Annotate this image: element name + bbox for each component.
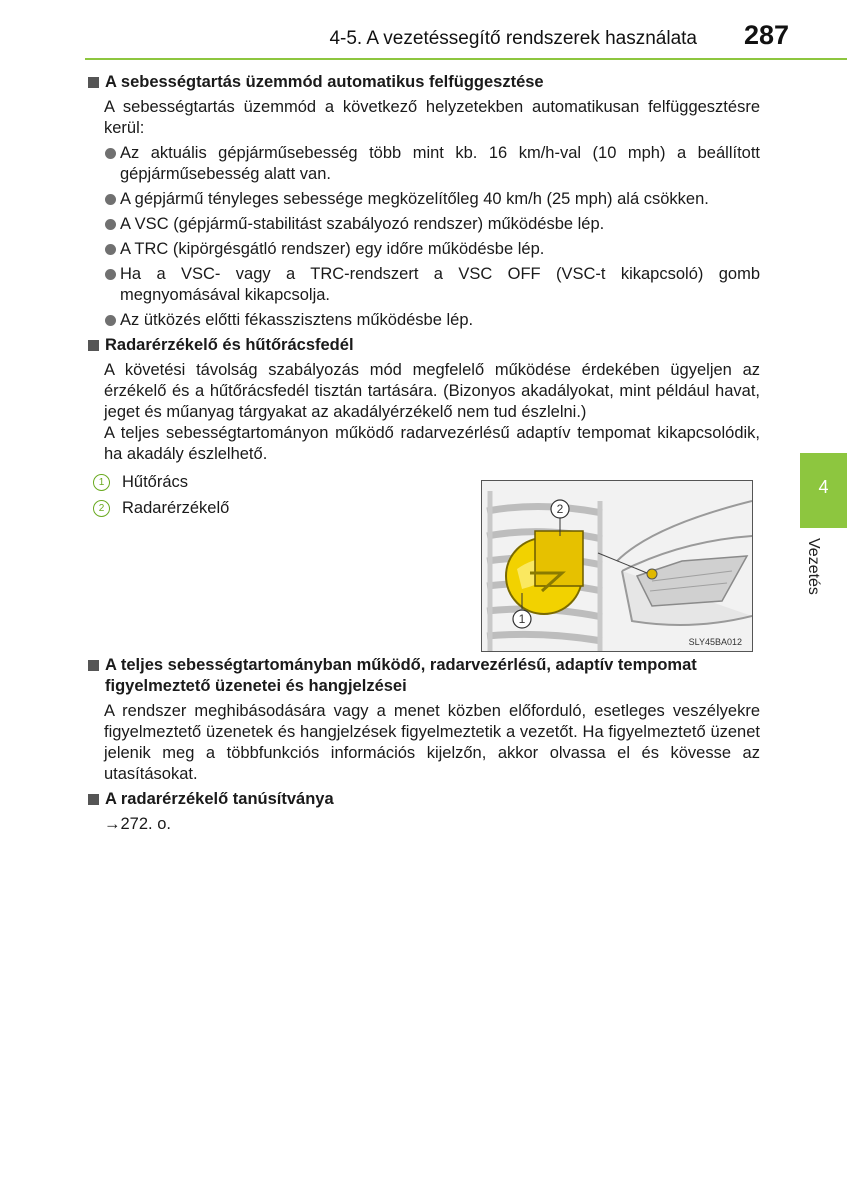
bullet-dot-icon	[105, 194, 116, 205]
number-circle-icon: 2	[93, 500, 110, 517]
car-grille-illustration	[482, 481, 752, 651]
bullet-dot-icon	[105, 244, 116, 255]
section-title: Radarérzékelő és hűtőrácsfedél	[105, 336, 354, 354]
svg-text:1: 1	[518, 612, 526, 626]
header-divider	[85, 58, 847, 60]
bullet-dot-icon	[105, 315, 116, 326]
section-heading	[88, 789, 760, 810]
radar-sensor-figure	[481, 480, 753, 652]
square-bullet-icon	[88, 794, 99, 805]
section-heading	[88, 655, 760, 697]
bullet-dot-icon	[105, 269, 116, 280]
legend-label: Radarérzékelő	[122, 499, 230, 517]
square-bullet-icon	[88, 340, 99, 351]
section-heading	[88, 335, 760, 356]
list-item	[104, 310, 760, 331]
list-item-text: A gépjármű tényleges sebessége megközelítőleg 40 km/h (25 mph) alá csökken.	[120, 190, 709, 208]
square-bullet-icon	[88, 77, 99, 88]
svg-text:2: 2	[556, 502, 564, 516]
chapter-tab-label	[804, 538, 834, 608]
list-item-text: Az ütközés előtti fékasszisztens működésbe lép.	[120, 311, 474, 329]
square-bullet-icon	[88, 660, 99, 671]
section-title: A sebességtartás üzemmód automatikus felfüggesztése	[105, 73, 544, 91]
list-item-text: Az aktuális gépjárműsebesség több mint kb. 16 km/h-val (10 mph) a beállított gépjárműsebesség alatt van.	[120, 144, 760, 183]
bullet-dot-icon	[105, 148, 116, 159]
list-item-text: A VSC (gépjármű-stabilitást szabályozó rendszer) működésbe lép.	[120, 215, 605, 233]
number-circle-icon: 1	[93, 474, 110, 491]
list-item-text: Ha a VSC- vagy a TRC-rendszert a VSC OFF (VSC-t kikapcsoló) gomb megnyomásával kikapcsolja.	[120, 265, 760, 304]
page-reference[interactable]: →272. o.	[104, 815, 171, 833]
list-item	[104, 214, 760, 235]
list-item-text: A TRC (kipörgésgátló rendszer) egy időre működésbe lép.	[120, 240, 545, 258]
page-header	[0, 0, 847, 60]
list-item	[104, 143, 760, 185]
list-item	[104, 189, 760, 210]
list-item	[104, 264, 760, 306]
chapter-title: 4-5. A vezetéssegítő rendszerek használata	[329, 28, 697, 49]
section-heading	[88, 72, 760, 93]
section-title: A teljes sebességtartományban működő, radarvezérlésű, adaptív tempomat figyelmeztető üzenetei és hangjelzései	[105, 656, 697, 695]
page-content	[88, 68, 760, 835]
page-number: 287	[743, 20, 789, 50]
section-paragraph: A követési távolság szabályozás mód megfelelő működése érdekében ügyeljen az érzékelő és a hűtőrácsfedél tisztán tartására. (Bizonyos akadályokat, mint például havat, jeget és műanyag tárgyakat az akadályérzékelő nem tud észlelni.)	[104, 361, 760, 421]
section-paragraph: A sebességtartás üzemmód a következő helyzetekben automatikusan felfüggesztésre kerül:	[104, 98, 760, 137]
chapter-tab[interactable]	[800, 453, 847, 528]
section-title: A radarérzékelő tanúsítványa	[105, 790, 334, 808]
section-paragraph: A teljes sebességtartományon működő radarvezérlésű adaptív tempomat kikapcsolódik, ha akadály észlelhető.	[104, 424, 760, 463]
section-paragraph: A rendszer meghibásodására vagy a menet közben előforduló, esetleges veszélyekre figyelmeztető üzenetek és hangjelzések figyelmeztetik a vezetőt. Ha figyelmeztető üzenet jelenik meg a többfunkciós információs kijelzőn, akkor olvassa el és kövesse az utasításokat.	[104, 702, 760, 783]
chapter-tab-label-text: Vezetés	[805, 538, 822, 595]
chapter-tab-number: 4	[818, 477, 829, 497]
legend-label: Hűtőrács	[122, 473, 189, 491]
bullet-dot-icon	[105, 219, 116, 230]
figure-code: SLY45BA012	[688, 637, 742, 647]
list-item	[104, 239, 760, 260]
